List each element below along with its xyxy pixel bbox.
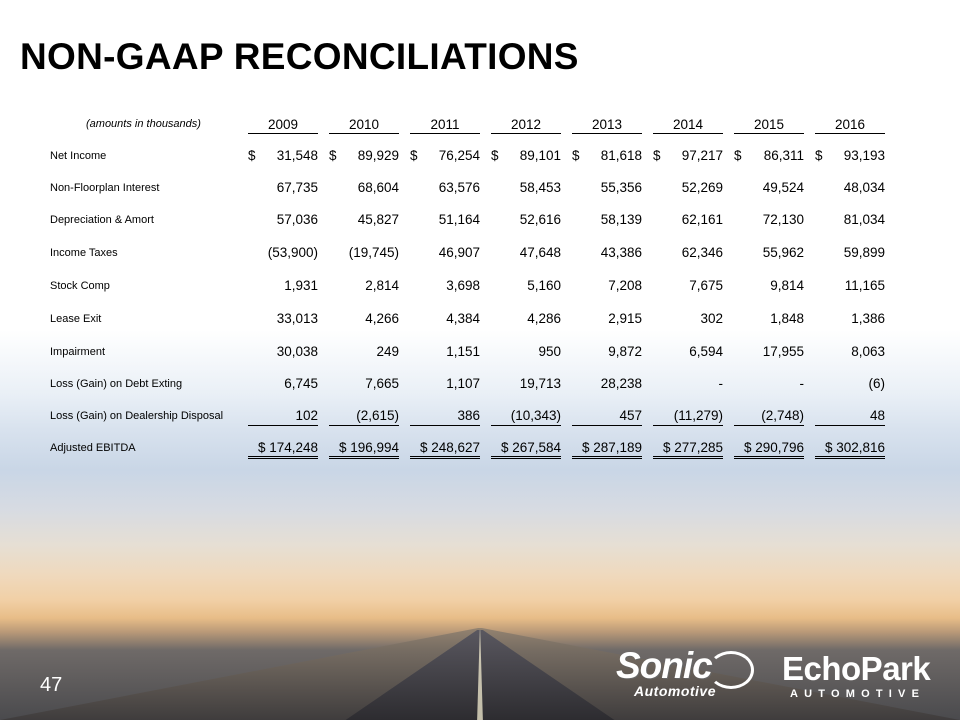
- table-cell: [815, 440, 885, 459]
- cell-value: 57,036: [276, 212, 318, 227]
- cell-value: 30,038: [276, 344, 318, 359]
- table-cell: [410, 180, 480, 195]
- dollar-sign: $: [734, 148, 742, 163]
- table-cell: [410, 245, 480, 260]
- cell-value: 48: [869, 408, 885, 423]
- table-cell: [653, 148, 723, 163]
- cell-value: 46,907: [438, 245, 480, 260]
- cell-value: $ 267,584: [500, 440, 561, 455]
- table-cell: [248, 180, 318, 195]
- table-cell: [491, 278, 561, 293]
- dollar-sign: $: [653, 148, 661, 163]
- row-label: Lease Exit: [50, 313, 102, 325]
- cell-value: 3,698: [446, 278, 480, 293]
- cell-value: (53,900): [267, 245, 318, 260]
- table-cell: [734, 245, 804, 260]
- cell-value: $ 248,627: [419, 440, 480, 455]
- cell-value: 86,311: [763, 148, 804, 163]
- cell-value: 51,164: [438, 212, 480, 227]
- table-cell: [410, 311, 480, 326]
- table-cell: [248, 408, 318, 426]
- table-cell: [815, 245, 885, 260]
- year-header: 2013: [572, 117, 642, 134]
- table-cell: [329, 344, 399, 359]
- cell-value: (2,615): [356, 408, 399, 423]
- year-header: 2011: [410, 117, 480, 134]
- table-cell: [734, 344, 804, 359]
- cell-value: 55,962: [762, 245, 804, 260]
- cell-value: 58,453: [519, 180, 561, 195]
- table-cell: [653, 440, 723, 459]
- cell-value: 950: [538, 344, 561, 359]
- sonic-logo-sub: Automotive: [634, 683, 716, 699]
- amounts-note: (amounts in thousands): [86, 118, 201, 130]
- row-label: Net Income: [50, 150, 107, 162]
- table-cell: [653, 376, 723, 391]
- cell-value: 49,524: [762, 180, 804, 195]
- table-cell: [329, 311, 399, 326]
- year-header: 2009: [248, 117, 318, 134]
- cell-value: 52,269: [681, 180, 723, 195]
- table-cell: [734, 180, 804, 195]
- year-header: 2015: [734, 117, 804, 134]
- table-cell: [329, 408, 399, 426]
- cell-value: 5,160: [527, 278, 561, 293]
- table-cell: [410, 440, 480, 459]
- row-label: Stock Comp: [50, 280, 110, 292]
- table-cell: [572, 180, 642, 195]
- cell-value: 386: [457, 408, 480, 423]
- cell-value: 249: [376, 344, 399, 359]
- table-cell: [329, 212, 399, 227]
- cell-value: 81,034: [843, 212, 885, 227]
- table-cell: [572, 311, 642, 326]
- table-cell: [491, 311, 561, 326]
- cell-value: 7,675: [689, 278, 723, 293]
- dollar-sign: $: [491, 148, 499, 163]
- table-cell: [734, 278, 804, 293]
- year-header: 2016: [815, 117, 885, 134]
- cell-value: $ 302,816: [824, 440, 885, 455]
- year-header: 2010: [329, 117, 399, 134]
- cell-value: 31,548: [276, 148, 318, 163]
- cell-value: 1,931: [284, 278, 318, 293]
- cell-value: 52,616: [519, 212, 561, 227]
- sonic-automotive-logo: [612, 643, 752, 703]
- table-cell: [491, 148, 561, 163]
- cell-value: 68,604: [357, 180, 399, 195]
- cell-value: 89,101: [519, 148, 561, 163]
- page-number: 47: [40, 674, 63, 696]
- table-cell: [410, 376, 480, 391]
- cell-value: 4,384: [446, 311, 480, 326]
- cell-value: -: [799, 376, 804, 391]
- echopark-logo-sub: AUTOMOTIVE: [790, 688, 926, 700]
- cell-value: 9,814: [770, 278, 804, 293]
- table-cell: [572, 376, 642, 391]
- table-cell: [410, 278, 480, 293]
- cell-value: 63,576: [438, 180, 480, 195]
- table-cell: [572, 344, 642, 359]
- table-cell: [653, 212, 723, 227]
- cell-value: 58,139: [600, 212, 642, 227]
- cell-value: 457: [619, 408, 642, 423]
- cell-value: 47,648: [519, 245, 561, 260]
- table-cell: [653, 408, 723, 426]
- table-cell: [572, 212, 642, 227]
- table-cell: [734, 212, 804, 227]
- table-cell: [734, 408, 804, 426]
- table-cell: [815, 344, 885, 359]
- cell-value: 76,254: [438, 148, 480, 163]
- table-cell: [491, 376, 561, 391]
- cell-value: 4,286: [527, 311, 561, 326]
- cell-value: 1,848: [770, 311, 804, 326]
- cell-value: $ 277,285: [662, 440, 723, 455]
- table-cell: [815, 212, 885, 227]
- cell-value: -: [718, 376, 723, 391]
- table-cell: [410, 212, 480, 227]
- cell-value: 62,346: [681, 245, 723, 260]
- cell-value: 93,193: [843, 148, 885, 163]
- table-cell: [734, 148, 804, 163]
- cell-value: 11,165: [844, 278, 885, 293]
- cell-value: $ 174,248: [257, 440, 318, 455]
- table-cell: [815, 311, 885, 326]
- table-cell: [410, 148, 480, 163]
- table-cell: [491, 212, 561, 227]
- table-cell: [653, 245, 723, 260]
- cell-value: 2,915: [608, 311, 642, 326]
- table-cell: [653, 344, 723, 359]
- table-cell: [572, 245, 642, 260]
- dollar-sign: $: [572, 148, 580, 163]
- echopark-logo-word: EchoPark: [782, 650, 931, 687]
- cell-value: (6): [868, 376, 885, 391]
- cell-value: 17,955: [762, 344, 804, 359]
- table-cell: [815, 376, 885, 391]
- cell-value: 97,217: [681, 148, 723, 163]
- table-cell: [572, 440, 642, 459]
- table-cell: [248, 344, 318, 359]
- table-cell: [248, 376, 318, 391]
- table-cell: [653, 278, 723, 293]
- row-label: Loss (Gain) on Dealership Disposal: [50, 410, 224, 422]
- dollar-sign: $: [248, 148, 256, 163]
- dollar-sign: $: [815, 148, 823, 163]
- cell-value: $ 196,994: [338, 440, 399, 455]
- sonic-logo-word: Sonic: [616, 645, 712, 686]
- table-cell: [248, 245, 318, 260]
- cell-value: $ 287,189: [581, 440, 642, 455]
- table-cell: [329, 376, 399, 391]
- table-cell: [491, 245, 561, 260]
- dollar-sign: $: [410, 148, 418, 163]
- row-label: Non-Floorplan Interest: [50, 182, 160, 194]
- row-label: Depreciation & Amort: [50, 214, 154, 226]
- cell-value: (11,279): [673, 408, 723, 423]
- table-cell: [653, 311, 723, 326]
- cell-value: 28,238: [600, 376, 642, 391]
- table-cell: [329, 148, 399, 163]
- page-title: NON-GAAP RECONCILIATIONS: [20, 36, 579, 77]
- cell-value: 59,899: [843, 245, 885, 260]
- table-cell: [248, 440, 318, 459]
- table-cell: [248, 212, 318, 227]
- cell-value: 72,130: [762, 212, 804, 227]
- cell-value: 1,151: [446, 344, 480, 359]
- table-cell: [329, 245, 399, 260]
- row-label: Loss (Gain) on Debt Exting: [50, 378, 183, 390]
- cell-value: 6,594: [689, 344, 723, 359]
- year-header: 2014: [653, 117, 723, 134]
- cell-value: 9,872: [608, 344, 642, 359]
- cell-value: 67,735: [276, 180, 318, 195]
- table-cell: [491, 440, 561, 459]
- cell-value: 6,745: [284, 376, 318, 391]
- table-cell: [572, 278, 642, 293]
- cell-value: 302: [700, 311, 723, 326]
- cell-value: 4,266: [365, 311, 399, 326]
- table-cell: [815, 148, 885, 163]
- row-label: Impairment: [50, 346, 106, 358]
- cell-value: 1,107: [446, 376, 480, 391]
- table-cell: [572, 408, 642, 426]
- table-cell: [734, 440, 804, 459]
- cell-value: (19,745): [348, 245, 399, 260]
- dollar-sign: $: [329, 148, 337, 163]
- cell-value: 81,618: [600, 148, 642, 163]
- table-cell: [329, 180, 399, 195]
- table-cell: [734, 311, 804, 326]
- cell-value: 55,356: [600, 180, 642, 195]
- table-cell: [572, 148, 642, 163]
- table-cell: [815, 180, 885, 195]
- table-cell: [491, 344, 561, 359]
- cell-value: 33,013: [276, 311, 318, 326]
- year-header: 2012: [491, 117, 561, 134]
- cell-value: 62,161: [681, 212, 723, 227]
- table-cell: [410, 408, 480, 426]
- row-label: Adjusted EBITDA: [50, 442, 136, 454]
- cell-value: 102: [295, 408, 318, 423]
- cell-value: 19,713: [519, 376, 561, 391]
- cell-value: 2,814: [365, 278, 399, 293]
- table-cell: [815, 408, 885, 426]
- cell-value: (10,343): [510, 408, 561, 423]
- table-cell: [491, 180, 561, 195]
- cell-value: 48,034: [843, 180, 885, 195]
- cell-value: 7,665: [365, 376, 399, 391]
- table-cell: [248, 278, 318, 293]
- table-cell: [491, 408, 561, 426]
- cell-value: 89,929: [357, 148, 399, 163]
- cell-value: 45,827: [357, 212, 399, 227]
- row-label: Income Taxes: [50, 247, 118, 259]
- cell-value: 8,063: [851, 344, 885, 359]
- echopark-automotive-logo: [782, 650, 942, 702]
- cell-value: $ 290,796: [743, 440, 804, 455]
- cell-value: 1,386: [851, 311, 885, 326]
- cell-value: (2,748): [761, 408, 804, 423]
- table-cell: [248, 148, 318, 163]
- table-cell: [410, 344, 480, 359]
- table-cell: [329, 278, 399, 293]
- table-cell: [329, 440, 399, 459]
- cell-value: 7,208: [608, 278, 642, 293]
- cell-value: 43,386: [600, 245, 642, 260]
- table-cell: [248, 311, 318, 326]
- table-cell: [653, 180, 723, 195]
- table-cell: [734, 376, 804, 391]
- table-cell: [815, 278, 885, 293]
